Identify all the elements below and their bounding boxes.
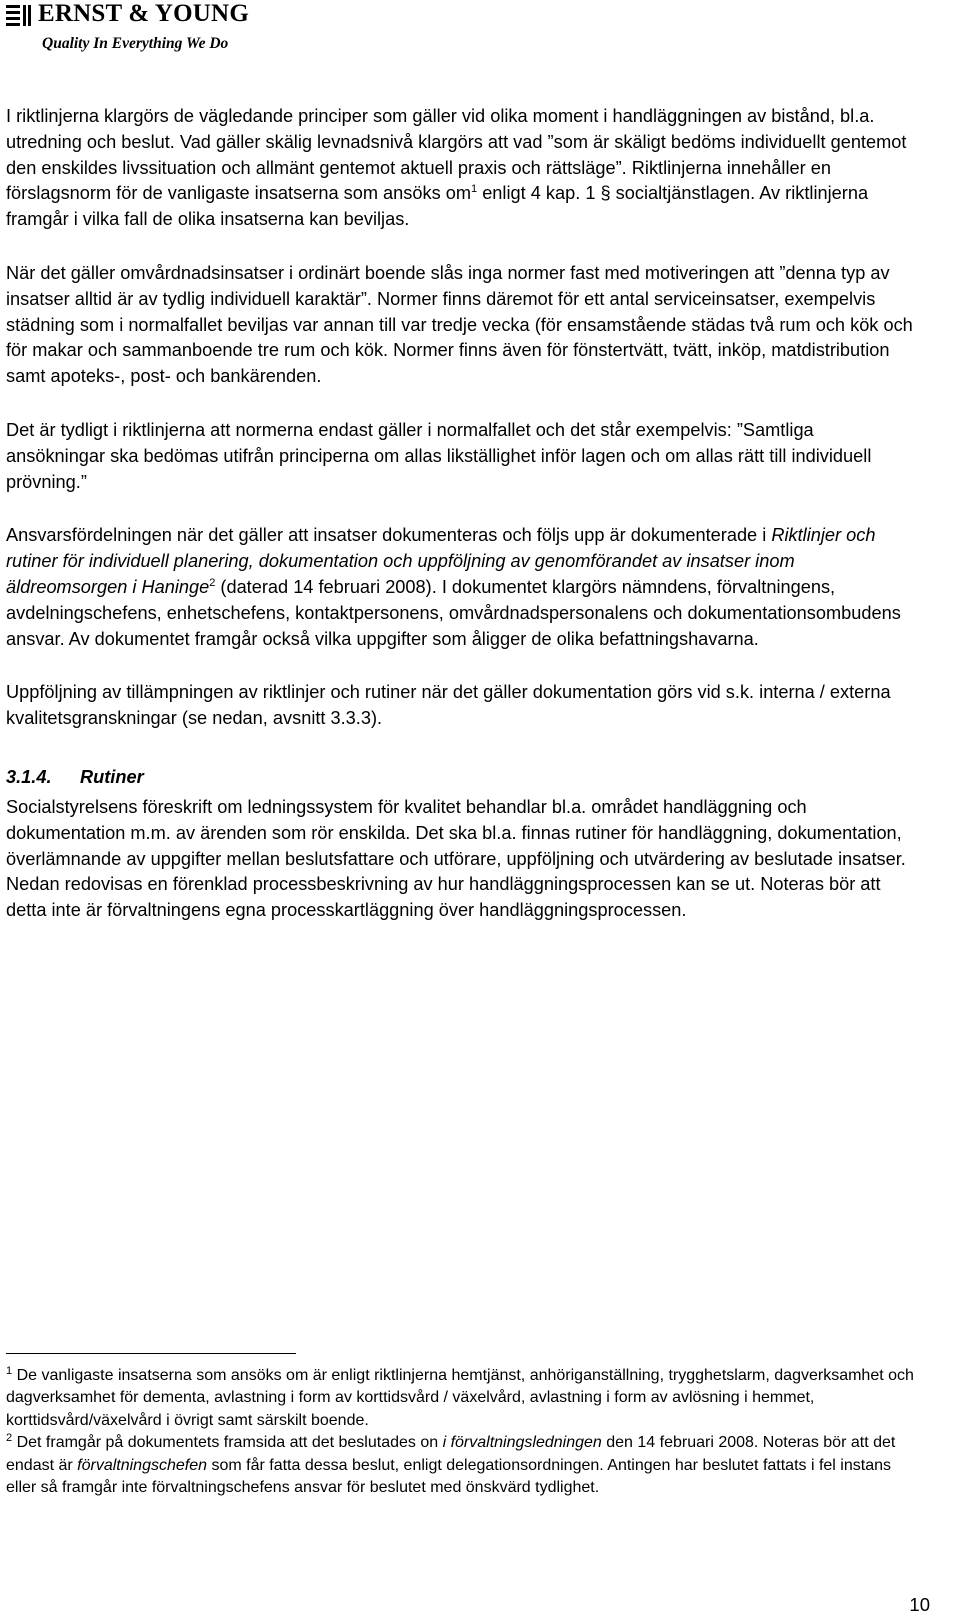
document-title: Riktlinjer och rutiner för individuell planering, dokumentation och uppföljning av genomförandet av insatser inom äldreomsorgen i Haninge [6, 525, 876, 597]
logo-tagline: Quality In Everything We Do [42, 35, 229, 52]
footnote-divider [6, 1353, 296, 1354]
footnote-1: $^1$ De vanligaste insatserna som ansöks om är enligt riktlinjerna hemtjänst, anhöriganställning, trygghetslarm, dagverksamhet och dagverksamhet för dementa, avlastning i form av korttidsvård / växelvård, avlastning i form av avlösning i hemmet, korttidsvård/växelvård i övrigt samt särskilt boende. [6, 1365, 914, 1429]
paragraph-5: Uppföljning av tillämpningen av riktlinjer och rutiner när det gäller dokumentation görs vid s.k. interna / externa kvalitetsgranskningar (se nedan, avsnitt 3.3.3). [6, 682, 891, 729]
footnotes [6, 1365, 916, 1499]
paragraph-3: Det är tydligt i riktlinjerna att normerna endast gäller i normalfallet och det står exempelvis: ”Samtliga ansökningar ska bedömas utifrån principerna om allas likställighet inför lagen och om allas rätt till individuell prövning.” [6, 419, 872, 492]
body-text [6, 104, 916, 952]
paragraph-6: Socialstyrelsens föreskrift om ledningssystem för kvalitet behandlar bl.a. området handläggning och dokumentation m.m. av ärenden som rör enskilda. Det ska bl.a. finnas rutiner för handläggning, dokumentation, överlämnande av uppgifter mellan beslutsfattare och utförare, uppföljning och utvärdering av beslutade insatser. Nedan redovisas en förenklad processbeskrivning av hur handläggningsprocessen kan se ut. Noteras bör att detta inte är förvaltningens egna processkartläggning över handläggningsprocessen. [6, 796, 906, 921]
ernst-young-logo [6, 2, 266, 54]
page-number: 10 [909, 1594, 930, 1615]
paragraph-2: När det gäller omvårdnadsinsatser i ordinärt boende slås inga normer fast med motiveringen att ”denna typ av insatser alltid är av tydlig individuell karaktär”. Normer finns däremot för ett antal serviceinsatser, exempelvis städning som i normalfallet beviljas var annan till var tredje vecka (för ensamstående städas två rum och kök och för makar och sammanboende tre rum och kök. Normer finns även för fönstertvätt, tvätt, inköp, matdistribution samt apoteks-, post- och bankärenden. [6, 262, 913, 387]
section-title: Rutiner [80, 766, 144, 787]
footnote-ref-2[interactable]: 2 [209, 576, 216, 589]
logo-brand-name: ERNST & YOUNG [38, 0, 249, 27]
paragraph-4: Ansvarsfördelningen när det gäller att insatser dokumenteras och följs upp är dokumenterade i Riktlinjer och rutiner för individuell planering, dokumentation och uppföljning av genomförandet av insatser inom äldreomsorgen i Haninge$^2$ (daterad 14 februari 2008). I dokumentet klargörs nämndens, förvaltningens, avdelningschefens, enhetschefens, kontaktpersonens, omvårdnadspersonalens och dokumentationsombudens ansvar. Av dokumentet framgår också vilka uppgifter som åligger de olika befattningshavarna. [6, 525, 901, 649]
section-heading [6, 766, 916, 788]
footnote-2: $^2$ Det framgår på dokumentets framsida att det beslutades on i förvaltningsledningen den 14 februari 2008. Noteras bör att det endast är förvaltningschefen som får fatta dessa beslut, enligt delegationsordningen. Antingen har beslutet fattats i fel instans eller så framgår inte förvaltningschefens ansvar för beslutet med önskvärd tydlighet. [6, 1432, 896, 1497]
paragraph-1: I riktlinjerna klargörs de vägledande principer som gäller vid olika moment i handläggningen av bistånd, bl.a. utredning och beslut. Vad gäller skälig levnadsnivå klargörs att vad ”som är skäligt bedöms individuellt gentemot den enskildes livssituation och allmänt gentemot aktuell praxis och rättsläge”. Riktlinjerna innehåller en förslagsnorm för de vanligaste insatserna som ansöks $om^1$ enligt 4 kap. 1 § socialtjänstlagen. Av riktlinjerna framgår i vilka fall de olika insatserna kan beviljas. [6, 106, 907, 230]
section-number: 3.1.4. [6, 766, 52, 787]
footnote-ref-1[interactable]: 1 [471, 183, 478, 196]
ey-logo-mark-icon [6, 4, 32, 28]
